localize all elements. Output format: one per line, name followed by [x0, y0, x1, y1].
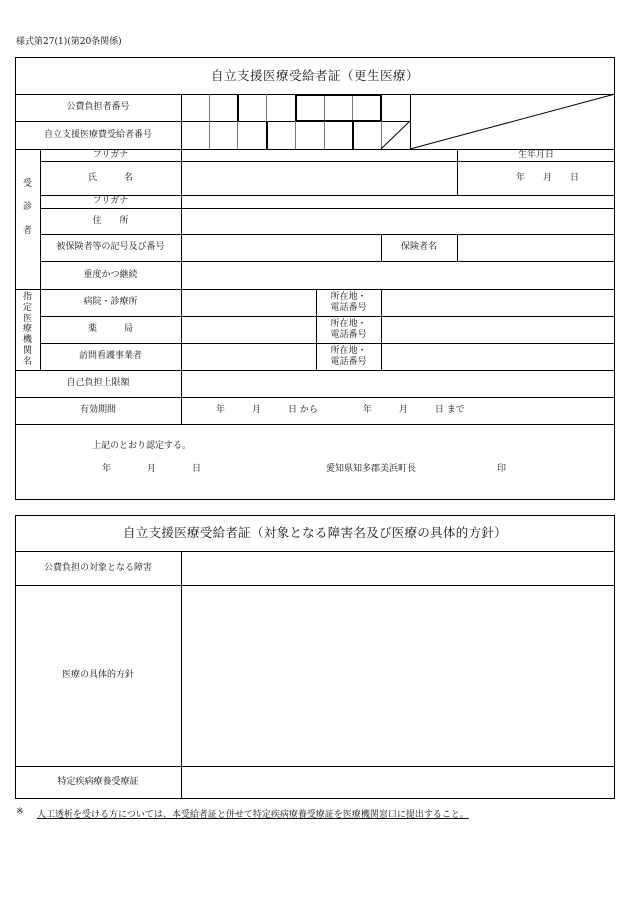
- certificate-title: 自立支援医療受給者証（更生医療）: [210, 67, 419, 83]
- validity-label: 有効期間: [79, 405, 116, 416]
- policy-certificate-title: 自立支援医療受給者証（対象となる障害名及び医療の具体的方針）: [122, 525, 507, 541]
- address-label: 住 所: [92, 215, 129, 226]
- specific-disease-certificate-label: 特定疾病療養受療証: [57, 777, 139, 788]
- certify-statement: 上記のとおり認定する。: [92, 441, 192, 451]
- address-furigana-label: フリガナ: [92, 196, 129, 207]
- target-disability-label: 公費負担の対象となる障害: [43, 562, 152, 573]
- issue-date: 年 月 日: [102, 464, 202, 474]
- payer-number-label: 公費負担者番号: [66, 102, 130, 113]
- birthdate-label: 生年月日: [517, 149, 554, 160]
- severe-continuous-label: 重度かつ継続: [83, 269, 138, 280]
- divider: [181, 551, 182, 799]
- pharmacy-address-phone-label: 所在地・ 電話番号: [330, 319, 367, 340]
- insured-symbol-label: 被保険者等の記号及び番号: [56, 242, 165, 253]
- hospital-address-phone-label: 所在地・ 電話番号: [330, 292, 367, 313]
- self-pay-limit-label: 自己負担上限額: [66, 378, 130, 389]
- form-number: 様式第27(1)(第20条関係): [16, 37, 122, 47]
- visiting-nurse-label: 訪問看護事業者: [78, 351, 142, 362]
- footnote-text: 人工透析を受ける方については、本受給者証と併せて特定疾病療養受療証を医療機関窓口に提出すること。: [37, 810, 469, 820]
- issuer-name: 愛知県知多郡美浜町長: [326, 464, 417, 474]
- name-label: 氏 名: [87, 172, 133, 183]
- nurse-address-phone-label: 所在地・ 電話番号: [330, 346, 367, 367]
- recipient-number-label: 自立支援医療費受給者番号: [43, 129, 152, 140]
- patient-group-label: 受 診 者: [22, 179, 32, 236]
- validity-period: 年 月 日 から 年 月 日 まで: [216, 405, 465, 416]
- name-furigana-label: フリガナ: [92, 149, 129, 160]
- designated-institution-label: 指 定 医 療 機 関 名: [22, 292, 32, 367]
- pharmacy-label: 薬 局: [87, 324, 133, 335]
- footnote-mark: ※: [16, 807, 24, 817]
- birthdate-format: 年 月 日: [515, 172, 579, 183]
- medical-policy-label: 医療の具体的方針: [61, 670, 134, 681]
- hospital-label: 病院・診療所: [83, 297, 138, 308]
- insurer-name-label: 保険者名: [400, 242, 437, 253]
- seal-mark: 印: [497, 464, 507, 474]
